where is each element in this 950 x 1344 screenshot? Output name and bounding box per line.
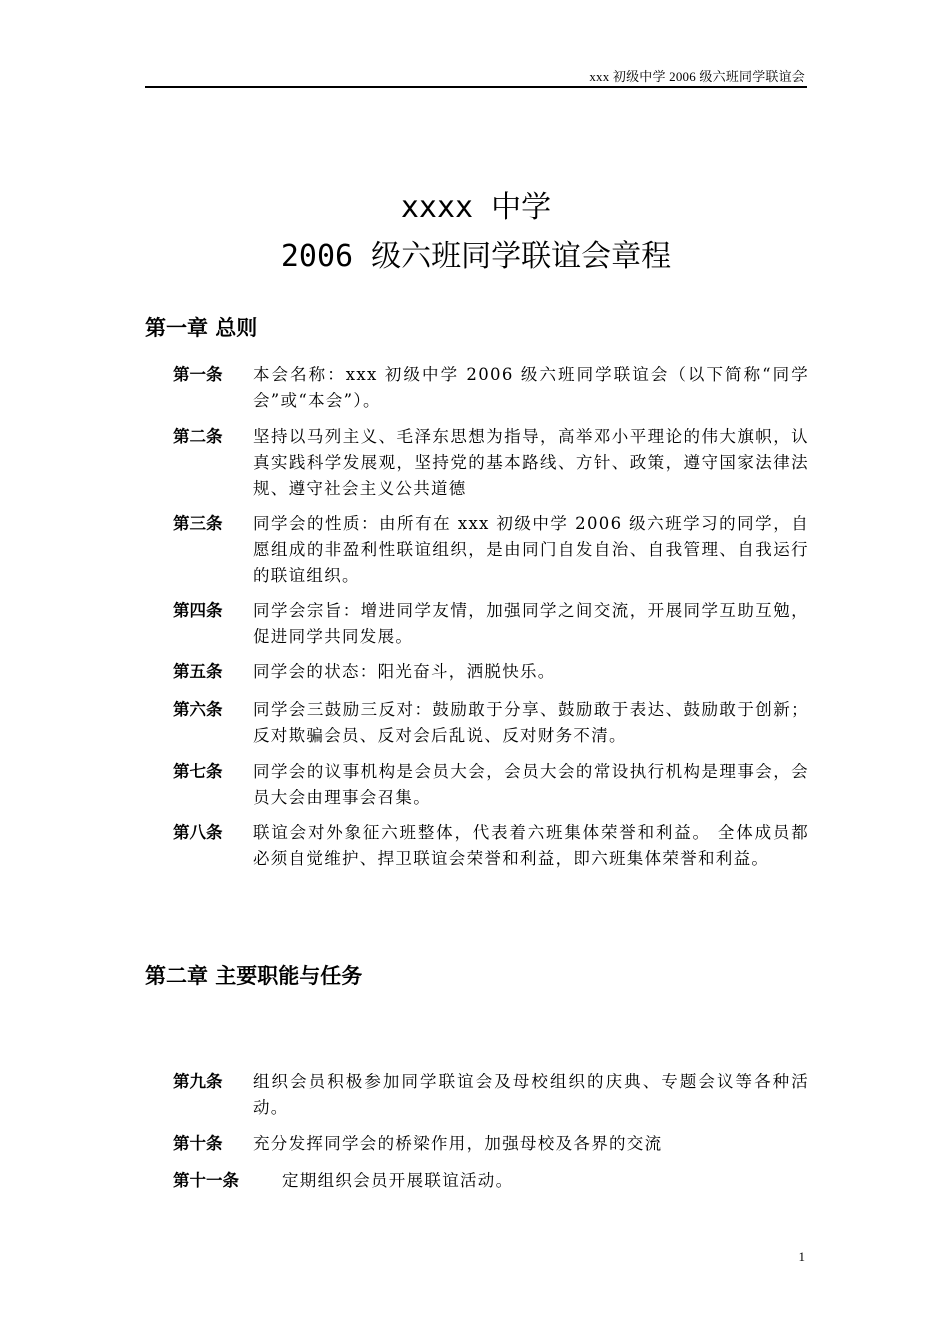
article-label: 第二条	[173, 427, 223, 446]
article-7	[173, 759, 809, 811]
article-text: 联谊会对外象征六班整体，代表着六班集体荣誉和利益。 全体成员都必须自觉维护、捍卫联谊会荣誉和利益，即六班集体荣誉和利益。	[253, 823, 809, 868]
article-9	[173, 1069, 809, 1121]
article-label: 第十条	[173, 1134, 223, 1153]
article-text: 同学会宗旨：增进同学友情，加强同学之间交流，开展同学互助互勉，促进同学共同发展。	[253, 601, 809, 646]
article-11	[173, 1168, 809, 1194]
page-number: 1	[798, 1249, 805, 1264]
article-text: 同学会的性质：由所有在 xxx 初级中学 2006 级六班学习的同学，自愿组成的非盈利性联谊组织，是由同门自发自治、自我管理、自我运行的联谊组织。	[253, 514, 809, 585]
article-label: 第八条	[173, 823, 223, 842]
document-title-main: 2006 级六班同学联谊会章程	[280, 239, 672, 274]
article-text: 同学会的议事机构是会员大会，会员大会的常设执行机构是理事会，会员大会由理事会召集。	[253, 762, 809, 807]
article-10	[173, 1131, 809, 1157]
article-label: 第三条	[173, 514, 223, 533]
article-label: 第七条	[173, 762, 223, 781]
article-6	[173, 697, 809, 749]
article-text: 同学会三鼓励三反对：鼓励敢于分享、鼓励敢于表达、鼓励敢于创新；反对欺骗会员、反对会后乱说、反对财务不清。	[253, 700, 809, 745]
article-text: 组织会员积极参加同学联谊会及母校组织的庆典、专题会议等各种活动。	[253, 1072, 809, 1117]
document-title-school: xxxx 中学	[400, 190, 552, 225]
chapter-heading-1: 第一章 总则	[145, 316, 258, 340]
article-label: 第十一条	[173, 1171, 239, 1190]
article-8	[173, 820, 809, 872]
article-text: 定期组织会员开展联谊活动。	[282, 1171, 514, 1190]
article-5	[173, 659, 809, 685]
article-text: 充分发挥同学会的桥梁作用，加强母校及各界的交流	[253, 1134, 663, 1153]
article-label: 第一条	[173, 365, 223, 384]
article-3	[173, 511, 809, 589]
article-text: 同学会的状态：阳光奋斗，洒脱快乐。	[253, 662, 556, 681]
header-divider	[145, 86, 807, 88]
chapter-heading-2: 第二章 主要职能与任务	[145, 964, 363, 988]
article-label: 第五条	[173, 662, 223, 681]
article-label: 第六条	[173, 700, 223, 719]
running-header: xxx 初级中学 2006 级六班同学联谊会	[589, 69, 805, 84]
article-1	[173, 362, 809, 414]
article-text: 坚持以马列主义、毛泽东思想为指导，高举邓小平理论的伟大旗帜，认真实践科学发展观，坚持党的基本路线、方针、政策，遵守国家法律法规、遵守社会主义公共道德	[253, 427, 809, 498]
article-2	[173, 424, 809, 502]
article-text: 本会名称：xxx 初级中学 2006 级六班同学联谊会（以下简称“同学会”或“本会”）。	[253, 365, 809, 410]
article-label: 第四条	[173, 601, 223, 620]
article-label: 第九条	[173, 1072, 223, 1091]
article-4	[173, 598, 809, 650]
